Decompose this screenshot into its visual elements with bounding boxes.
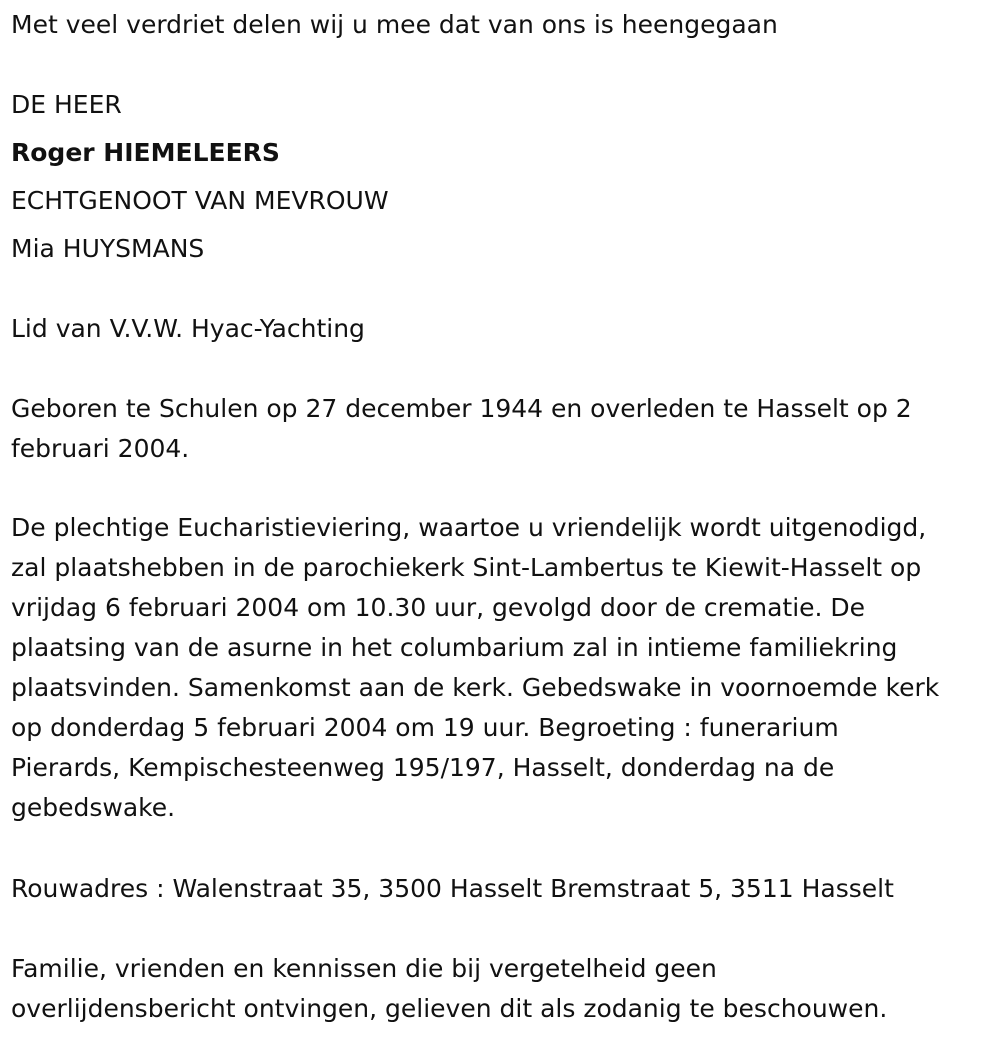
ceremony-line: vrijdag 6 februari 2004 om 10.30 uur, gevolgd door de crematie. De bbox=[11, 593, 866, 622]
closing-line: overlijdensbericht ontvingen, gelieven dit als zodanig te beschouwen. bbox=[11, 994, 888, 1023]
ceremony-line: De plechtige Eucharistieviering, waartoe u vriendelijk wordt uitgenodigd, bbox=[11, 513, 927, 542]
mourning-address: Rouwadres : Walenstraat 35, 3500 Hasselt Bremstraat 5, 3511 Hasselt bbox=[11, 874, 894, 903]
ceremony-line: Pierards, Kempischesteenweg 195/197, Hasselt, donderdag na de bbox=[11, 753, 835, 782]
membership-text: Lid van V.V.W. Hyac-Yachting bbox=[11, 314, 365, 343]
ceremony-line: plaatsvinden. Samenkomst aan de kerk. Gebedswake in voornoemde kerk bbox=[11, 673, 940, 702]
spouse-name: Mia HUYSMANS bbox=[11, 234, 205, 263]
intro-text: Met veel verdriet delen wij u mee dat van ons is heengegaan bbox=[11, 10, 778, 39]
spouse-label: ECHTGENOOT VAN MEVROUW bbox=[11, 186, 389, 215]
title-text: DE HEER bbox=[11, 90, 122, 119]
ceremony-paragraph bbox=[11, 508, 939, 828]
ceremony-line: op donderdag 5 februari 2004 om 19 uur. Begroeting : funerarium bbox=[11, 713, 839, 742]
ceremony-line: gebedswake. bbox=[11, 793, 176, 822]
birth-death-line: Geboren te Schulen op 27 december 1944 en overleden te Hasselt op 2 bbox=[11, 394, 912, 423]
closing-paragraph bbox=[11, 949, 887, 1029]
ceremony-line: zal plaatshebben in de parochiekerk Sint-Lambertus te Kiewit-Hasselt op bbox=[11, 553, 922, 582]
deceased-name: Roger HIEMELEERS bbox=[11, 138, 280, 167]
birth-death-paragraph bbox=[11, 389, 912, 469]
birth-death-line: februari 2004. bbox=[11, 434, 190, 463]
closing-line: Familie, vrienden en kennissen die bij vergetelheid geen bbox=[11, 954, 717, 983]
ceremony-line: plaatsing van de asurne in het columbarium zal in intieme familiekring bbox=[11, 633, 898, 662]
